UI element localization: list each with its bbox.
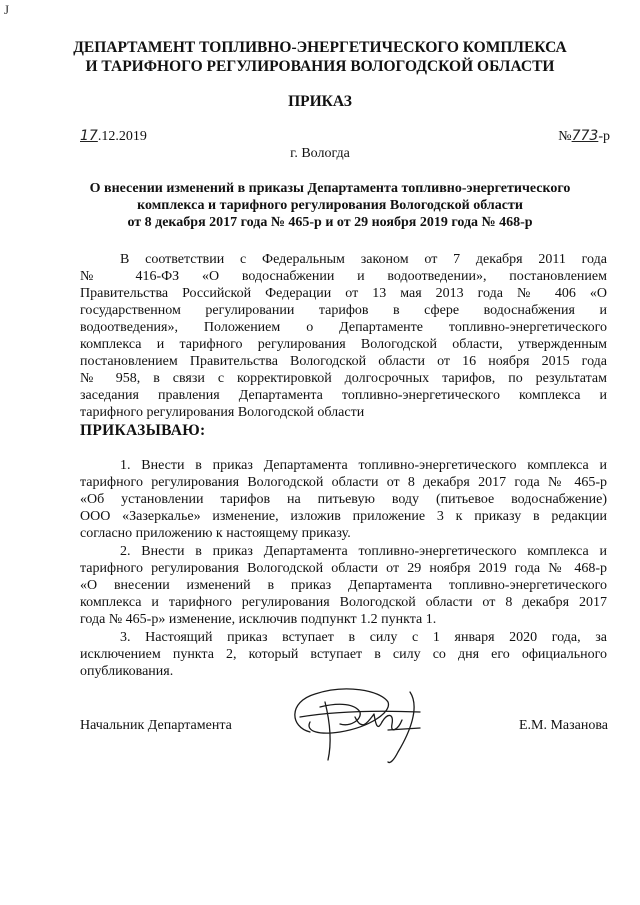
city: г. Вологда [290,146,350,161]
subject-line: комплекса и тарифного регулирования Вологодской области [137,198,523,213]
number-prefix: № [558,129,572,144]
item-line: ООО «Зазеркалье» изменение, изложив приложение 3 к приказу в редакции [80,509,607,524]
item-1 [80,457,607,542]
item-line: «Об установлении тарифов на питьевую воду (питьевое водоснабжение) [80,492,607,507]
preamble-line: водоотведения», Положением о Департаменте топливно-энергетического [80,320,607,335]
item-line: опубликования. [80,664,174,679]
document-number [558,128,610,145]
preamble-line: № 416-ФЗ «О водоснабжении и водоотведении», постановлением [80,269,607,284]
preamble-line: тарифного регулирования Вологодской области [80,405,365,420]
document-type: ПРИКАЗ [288,93,352,110]
document-subject [60,180,600,231]
item-line: комплекса и тарифного регулирования Вологодской области от 8 декабря 2017 [80,595,607,610]
signatory-name: Е.М. Мазанова [518,718,608,733]
preamble-line: комплекса и тарифного регулирования Вологодской области, утвержденным [80,337,607,352]
item-line: «О внесении изменений в приказ Департамента топливно-энергетического [80,578,607,593]
subject-line: от 8 декабря 2017 года № 465-р и от 29 ноября 2019 года № 468-р [127,215,533,230]
item-2 [80,543,607,628]
corner-mark: Ј [4,2,10,17]
item-line: согласно приложению к настоящему приказу. [80,526,351,541]
item-line: года № 465-р» изменение, исключив подпункт 1.2 пункта 1. [80,612,437,627]
date-day-handwritten: 17 [80,128,98,144]
signature-position: Начальник Департамента [80,718,232,733]
handwritten-signature [270,672,440,772]
preamble-line: государственном регулировании тарифов в сфере водоснабжения и [80,303,607,318]
item-line: тарифного регулирования Вологодской области от 8 декабря 2017 года № 465-р [80,475,607,490]
preamble-line: постановлением Правительства Вологодской области от 16 ноября 2015 года [80,354,607,369]
preamble-line: В соответствии с Федеральным законом от 7 декабря 2011 года [120,252,607,267]
document-header [0,38,640,76]
preamble-line: № 958, в связи с корректировкой долгосрочных тарифов, по результатам [80,371,607,386]
subject-line: О внесении изменений в приказы Департамента топливно-энергетического [89,181,571,196]
number-handwritten: 773 [571,128,599,144]
header-line-1: ДЕПАРТАМЕНТ ТОПЛИВНО-ЭНЕРГЕТИЧЕСКОГО КОМПЛЕКСА [73,39,567,56]
document-date [80,128,147,145]
date-month-year: .12.2019 [97,129,147,144]
preamble-line: Правительства Российской Федерации от 13 мая 2013 года № 406 «О [80,286,607,301]
number-suffix: -р [598,129,610,144]
item-line: 1. Внести в приказ Департамента топливно-энергетического комплекса и [120,458,607,473]
item-line: 2. Внести в приказ Департамента топливно-энергетического комплекса и [120,544,607,559]
decree-word: ПРИКАЗЫВАЮ: [80,422,206,439]
item-line: 3. Настоящий приказ вступает в силу с 1 января 2020 года, за [120,630,607,645]
header-line-2: И ТАРИФНОГО РЕГУЛИРОВАНИЯ ВОЛОГОДСКОЙ ОБЛАСТИ [85,58,555,75]
item-line: исключением пункта 2, который вступает в силу со дня его официального [80,647,607,662]
preamble-line: заседания правления Департамента топливно-энергетического комплекса и [80,388,607,403]
item-line: тарифного регулирования Вологодской области от 29 ноября 2019 года № 468-р [80,561,607,576]
preamble-paragraph [80,251,607,421]
